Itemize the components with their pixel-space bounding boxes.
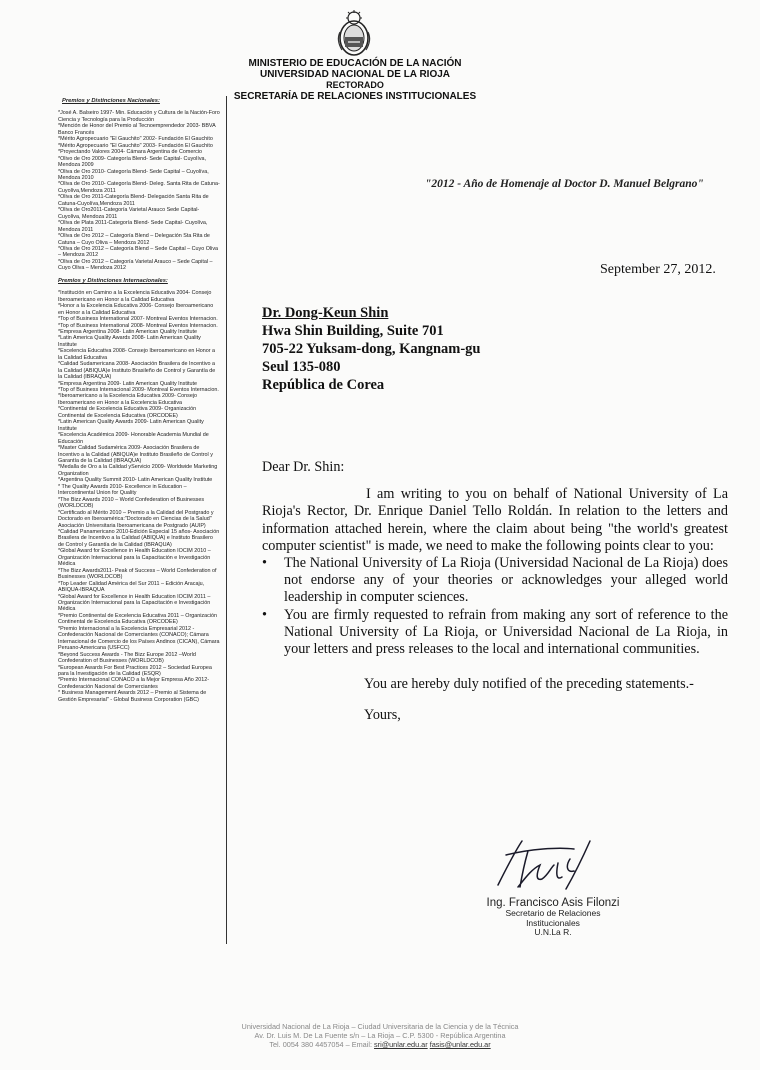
award-item: *Mérito Agropecuario "El Gauchito" 2002- Fundación El Gauchito [58, 136, 213, 143]
award-item: *Argentina Quality Summit 2010- Latin American Quality Institute [58, 477, 213, 484]
award-item: *Excelencia Educativa 2008- Consejo Iberoamericano en Honor a la Calidad Educativa [58, 348, 216, 361]
award-item: *Latin American Quality Awards 2009- Latin American Quality Institute [58, 419, 204, 432]
letterhead-secretariat: SECRETARÍA DE RELACIONES INSTITUCIONALES [233, 91, 477, 102]
award-item: *Oliva de Oro 2011-Categoría Blend- Delegación Santa Rita de Catuna-Cuyolíva,Mendoza 2011 [58, 194, 209, 207]
bullet-icon: • [262, 555, 267, 572]
letter-date: September 27, 2012. [600, 262, 716, 277]
signatory-name: Ing. Francisco Asis Filonzi [486, 897, 620, 909]
recipient-address-line: 705-22 Yuksam-dong, Kangnam-gu [262, 341, 481, 357]
award-item: *Empresa Argentina 2009- Latin American Quality Institute [58, 380, 198, 387]
point-item [262, 555, 728, 607]
recipient-name: Dr. Dong-Keun Shin [262, 305, 389, 321]
award-item: *Mención de Honor del Premio al Tecnoemprendedor 2003- BBVA Banco Francés [58, 123, 216, 136]
national-awards-title: Premios y Distinciones Nacionales: [62, 98, 160, 104]
letterhead [230, 58, 480, 102]
award-item: *Premio Internacional CONACO a la Mejor Empresa Año 2012- Confederación Nacional de Comerciantes [58, 677, 210, 690]
award-item: *Oliva de Plata 2011-Categoría Blend- Sede Capital- Cuyolíva, Mendoza 2011 [58, 220, 208, 233]
email-link-fasis[interactable]: fasis@unlar.edu.ar [429, 1040, 491, 1049]
footer-line [150, 1040, 610, 1049]
award-item: *European Awards For Best Practices 2012 – Sociedad Europea para la Investigación de la Calidad (ESQR) [58, 664, 212, 677]
salutation: Dear Dr. Shin: [262, 459, 345, 475]
award-item: *Continental de Excelencia Educativa 2009- Organización Continental de Excelencia Educativa (ORCODEE) [58, 406, 197, 419]
signatory-title: Institucionales [526, 917, 580, 928]
recipient-address-line: Seul 135-080 [262, 359, 341, 375]
international-awards-list [58, 290, 220, 703]
award-item: *Calidad Sudamericana 2008- Asociación Brasilera de Incentivo a la Calidad (ABIQUA)e Instituto Brasileño de Control y Garantía de la Calidad (IBRAQUA) [58, 361, 216, 381]
award-item: *Mérito Agropecuario "El Gauchito" 2003- Fundación El Gauchito [58, 142, 213, 149]
letterhead-rectorado: RECTORADO [326, 80, 384, 90]
award-item: *Top Leader Calidad América del Sur 2011 – Edición Aracaju, ABIQUA-IBRAQUA [58, 580, 205, 594]
award-item: *Master Calidad Sudamérica 2009- Asociación Brasilera de Incentivo a la Calidad (ABIQUA)e Instituto Brasileño de Control y Garantía de la Calidad (IBRAQUA) [58, 445, 213, 465]
award-item: *Top of Business International 2008- Montreal Eventos Internacion. [58, 322, 218, 329]
award-item: *Iberoamericano a la Excelencia Educativa 2009- Consejo Iberoamericano en Honor a la Excelencia Educativa [58, 393, 198, 406]
email-link-sri[interactable]: sri@unlar.edu.ar [374, 1040, 428, 1049]
handwritten-signature [470, 835, 620, 891]
coat-of-arms-icon [334, 10, 374, 60]
award-item: *Oliva de Oro 2012 – Categoría Varietal Arauco – Sede Capital – Cuyo Oliva – Mendoza 2012 [58, 258, 213, 272]
bullet-icon: • [262, 606, 267, 623]
year-motto: "2012 - Año de Homenaje al Doctor D. Manuel Belgrano" [425, 178, 704, 190]
footer-line: Av. Dr. Luis M. De La Fuente s/n – La Rioja – C.P. 5300 - República Argentina [254, 1031, 506, 1040]
letterhead-ministry: MINISTERIO DE EDUCACIÓN DE LA NACIÓN [248, 58, 462, 69]
award-item: *Excelencia Académica 2009- Honorable Academia Mundial de Educación [58, 432, 209, 445]
recipient-address-line: Hwa Shin Building, Suite 701 [262, 323, 444, 339]
recipient-address-line: República de Corea [262, 377, 385, 393]
award-item: * The Quality Awards 2010- Excellence in Education – Intercontinental Union for Quality [58, 483, 187, 497]
award-item: *Honor a la Excelencia Educativa 2006- Consejo Iberoamericano en Honor a la Calidad Educativa [58, 303, 214, 316]
award-item: *José A. Balseiro 1997- Min. Educación y Cultura de la Nación-Foro Ciencia y Tecnología para la Producción [58, 110, 220, 123]
point-text: The National University of La Rioja (Universidad Nacional de La Rioja) does not endorse any of your theories or acknowledges your alleged world leadership in computer sciences. [284, 555, 728, 606]
point-text: You are firmly requested to refrain from making any sort of reference to the National University of La Rioja, or Universidad Nacional de La Rioja, in your letters and press releases to the local and international communities. [284, 606, 728, 658]
notice-statement: You are hereby duly notified of the preceding statements.- [364, 676, 694, 693]
international-awards-title: Premios y Distinciones Internacionales: [58, 277, 168, 284]
award-item: *Global Award for Excellence in Health Education IOCIM 2011 – Organización Internacional para la Capacitación e Investigación Médica [58, 593, 211, 613]
signatory-title: Secretario de Relaciones [505, 908, 601, 918]
award-item: *Oliva de Oro2011-Categoría Varietal Arauco Sede Capital- Cuyolíva, Mendoza 2011 [58, 207, 200, 220]
intro-paragraph: I am writing to you on behalf of National University of La Rioja's Rector, Dr. Enrique Daniel Tello Roldán. In relation to the letters and information attached herein, where the claim about being "the world's greatest computer scientist" is made, we need to make the following points clear to you: [262, 486, 728, 554]
award-item: *Oliva de Oro 2012 – Categoría Blend – Sede Capital – Cuyo Oliva – Mendoza 2012 [58, 245, 219, 259]
award-item: *Certificado al Mérito 2010 – Premio a la Calidad del Postgrado y Doctorado en Iberoamérica:"Doctorado en Ciencias de la Salud" Asociación Universitaria Iberoamericana de Postgrado (AUIP) [58, 509, 214, 529]
recipient-address [262, 304, 481, 394]
footer-line: Universidad Nacional de La Rioja – Ciudad Universitaria de la Ciencia y de la Técnica [241, 1022, 519, 1031]
award-item: *Oliva de Oro 2010- Categoría Blend- Sede Capital – Cuyolíva, Mendoza 2010 [58, 168, 209, 181]
letter-footer [150, 1022, 610, 1049]
award-item: *Proyectando Valores 2004- Cámara Argentina de Comercio [58, 149, 203, 156]
signatory-block [480, 897, 626, 938]
awards-sidebar [58, 98, 220, 948]
award-item: * Business Management Awards 2012 – Premio al Sistema de Gestión Empresarial" - Global Business Corporation (GBC) [58, 690, 207, 703]
award-item: *Oliva de Oro 2012 – Categoría Blend – Delegación Sta Rita de Catuna – Cuyo Oliva – Mendoza 2012 [58, 233, 210, 246]
award-item: *The Bizz Awards2011- Peak of Success – World Confederation of Businesses (WORLDCOB) [58, 567, 217, 581]
signatory-org: U.N.La R. [534, 927, 572, 937]
closing: Yours, [364, 707, 401, 724]
award-item: *Latin America Quality Awards 2008- Latin American Quality Institute [58, 335, 201, 348]
national-awards-list [58, 110, 220, 271]
sidebar-divider [226, 96, 227, 944]
award-item: *Premio Continental de Excelencia Educativa 2011 – Organización Continental de Excelencia Educativa (ORCODEE) [58, 612, 218, 626]
award-item: *Top of Business International 2007- Montreal Eventos Internacion. [58, 316, 218, 323]
points-list [262, 555, 728, 658]
award-item: *Oliva de Oro 2010- Categoría Blend- Deleg. Santa Rita de Catuna- Cuyolíva,Mendoza 2011 [58, 181, 220, 194]
letter-body [262, 459, 728, 725]
award-item: *Olivo de Oro 2009- Categoría Blend- Sede Capital- Cuyolíva, Mendoza 2009 [58, 155, 207, 169]
point-item [262, 607, 728, 659]
award-item: *Medalla de Oro a la Calidad yServicio 2009- Worldwide Marketing Organization [58, 464, 218, 477]
award-item: *Premio Internacional a la Excelencia Empresarial 2012 - Confederación Nacional de Comerciantes (CONACO); Cámara Internacional de Comercio de los Países Andinos (CICAN), Cámara Peruano-Americana (USFCC) [58, 625, 220, 652]
award-item: *Institución en Camino a la Excelencia Educativa 2004- Consejo Iberoamericano en Honor a la Calidad Educativa [58, 290, 212, 303]
footer-contact: Tel. 0054 380 4457054 – Email: [269, 1040, 372, 1049]
letterhead-university: UNIVERSIDAD NACIONAL DE LA RIOJA [259, 69, 450, 80]
award-item: *Global Award for Excellence in Health Education IOCIM 2010 – Organización Internacional para la Capacitación e Investigación Médica [58, 548, 211, 568]
award-item: *Beyond Success Awards - The Bizz Europe 2012 –World Confederation of Businesses (WORLDCOB) [58, 651, 196, 665]
award-item: *Empresa Argentina 2008- Latin American Quality Institute [58, 328, 198, 335]
award-item: *Top of Business Internacional 2009- Montreal Eventos Internacion. [58, 387, 219, 394]
award-item: *The Bizz Awards 2010 – World Confederation of Businesses (WORLDCOB) [58, 496, 205, 510]
award-item: *Calidad Panamericano 2010-Edición Especial 15 años- Asociación Brasilera de Incentivo a la Calidad (ABIQUA) e Instituto Brasilero de Control y Garantía de la Calidad (IBRAQUA) [58, 529, 220, 548]
